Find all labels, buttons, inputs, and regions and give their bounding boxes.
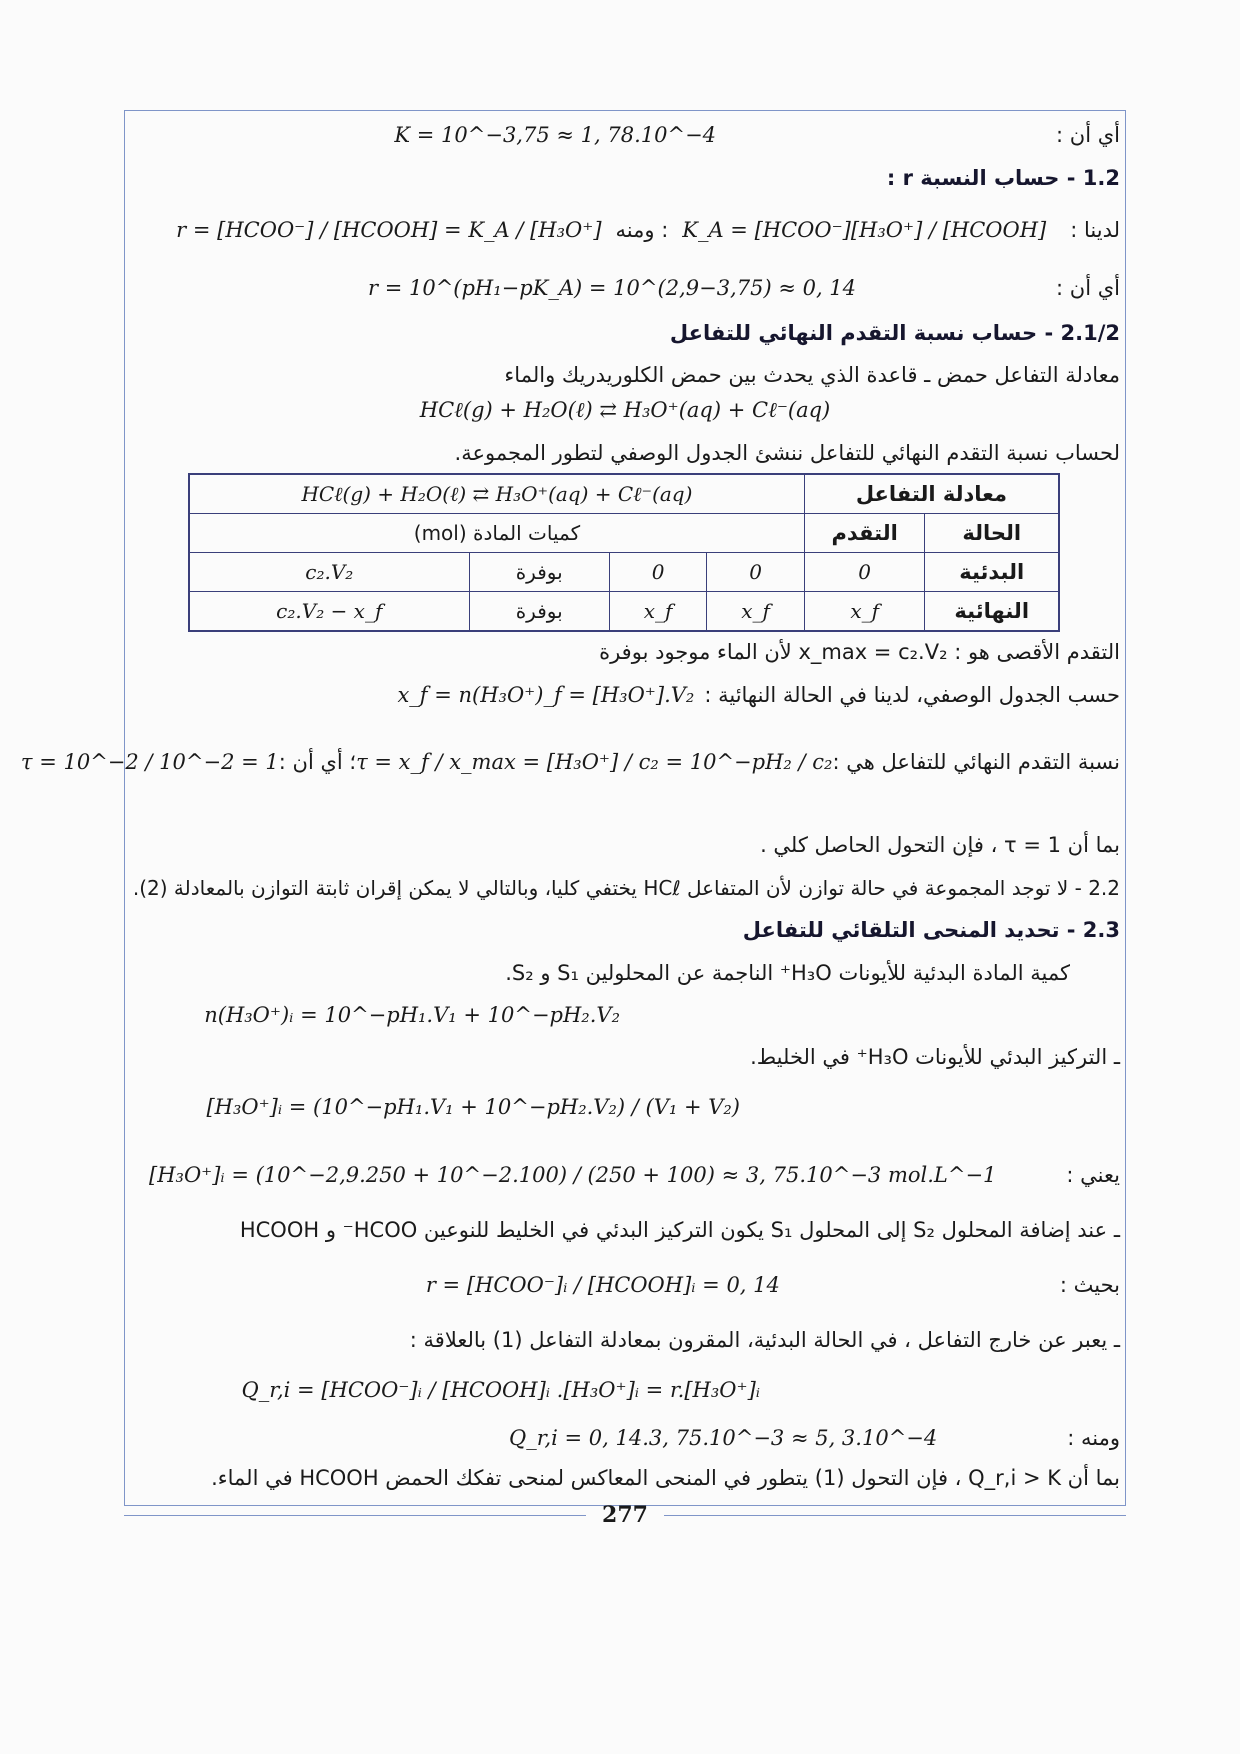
math-ratio-mixture: r = [HCOO⁻]ᵢ / [HCOOH]ᵢ = 0, 14	[425, 1273, 780, 1297]
line-section-2-2	[130, 868, 1120, 908]
line-reaction-equation	[130, 390, 1120, 430]
line-mixing	[130, 1210, 1120, 1250]
line-total-transformation	[130, 825, 1120, 865]
line-n-h3o	[130, 995, 1120, 1035]
text: ـ التركيز البدئي للأيونات H₃O⁺ في الخليط.	[750, 1045, 1120, 1069]
text: كمية المادة البدئية للأيونات H₃O⁺ الناجمة عن المحلولين S₁ و S₂.	[505, 961, 1070, 985]
section-2-1-heading	[130, 313, 1120, 353]
math-conc-value: [H₃O⁺]ᵢ = (10^−2,9.250 + 10^−2.100) / (250 + 100) ≈ 3, 75.10^−3 mol.L^−1	[149, 1163, 997, 1187]
footer-rule-right	[664, 1515, 1126, 1516]
section-2-3-heading	[130, 910, 1120, 950]
cell-h2o: بوفرة	[469, 592, 609, 632]
cell-advance: 0	[804, 553, 925, 592]
table-row	[189, 553, 1059, 592]
label: لدينا :	[1070, 218, 1120, 242]
line-final-advance	[130, 675, 1120, 715]
math-r: r = [HCOO⁻] / [HCOOH] = K_A / [H₃O⁺]	[176, 218, 602, 242]
text: معادلة التفاعل حمض ـ قاعدة الذي يحدث بين حمض الكلوريدريك والماء	[504, 363, 1120, 387]
label: يعني :	[1066, 1163, 1120, 1187]
line-ratio-mixture	[130, 1260, 1120, 1310]
math-ka: K_A = [HCOO⁻][H₃O⁺] / [HCOOH]	[682, 218, 1047, 242]
label: أي أن :	[1056, 276, 1120, 300]
line-table-intro	[130, 433, 1120, 473]
cell-cl: x_f	[707, 592, 805, 632]
math-n-h3o: n(H₃O⁺)ᵢ = 10^−pH₁.V₁ + 10^−pH₂.V₂	[204, 1003, 620, 1027]
line-conc-formula	[130, 1082, 1120, 1132]
label: أي أن :	[1056, 123, 1120, 147]
cell-h3o: x_f	[609, 592, 707, 632]
text: 2.2 - لا توجد المجموعة في حالة توازن لأن المتفاعل HCℓ يختفي كليا، وبالتالي لا يمكن إقران ثابتة التوازن بالمعادلة (2).	[132, 876, 1120, 900]
label: بحيث :	[1059, 1273, 1120, 1297]
cell-advance: x_f	[804, 592, 925, 632]
math-r-value: r = 10^(pH₁−pK_A) = 10^(2,9−3,75) ≈ 0, 14	[367, 276, 857, 300]
line-k-value	[130, 115, 1120, 155]
cell-hcl: c₂.V₂ − x_f	[189, 592, 469, 632]
line-initial-concentration	[130, 1037, 1120, 1077]
equation-header: معادلة التفاعل	[804, 474, 1059, 514]
cell-h3o: 0	[609, 553, 707, 592]
line-reaction-quotient-intro	[130, 1320, 1120, 1360]
math-tau-value: τ = 10^−2 / 10^−2 = 1	[20, 750, 279, 774]
line-conclusion	[130, 1458, 1120, 1498]
label: ومنه :	[1067, 1426, 1120, 1450]
math-conc-formula: [H₃O⁺]ᵢ = (10^−pH₁.V₁ + 10^−pH₂.V₂) / (V₁ + V₂)	[206, 1095, 740, 1119]
line-ratio-definition	[130, 205, 1120, 255]
cell-state: البدئية	[925, 553, 1059, 592]
section-1-2-heading	[130, 158, 1120, 198]
table-row	[189, 592, 1059, 632]
cell-cl: 0	[707, 553, 805, 592]
line-reaction-intro	[130, 355, 1120, 395]
text: حسب الجدول الوصفي، لدينا في الحالة النهائية :	[704, 683, 1120, 707]
cell-state: النهائية	[925, 592, 1059, 632]
heading: 1.2 - حساب النسبة r :	[886, 166, 1120, 190]
progress-table	[188, 473, 1060, 632]
line-qri-value	[130, 1418, 1120, 1458]
advance-header: التقدم	[804, 514, 925, 553]
connector: ؛ أي أن :	[278, 750, 357, 774]
cell-h2o: بوفرة	[469, 553, 609, 592]
state-header: الحالة	[925, 514, 1059, 553]
line-initial-amount	[130, 953, 1120, 993]
line-tau	[20, 738, 1120, 786]
quantities-header: كميات المادة (mol)	[189, 514, 804, 553]
text: ـ عند إضافة المحلول S₂ إلى المحلول S₁ يكون التركيز البدئي في الخليط للنوعين HCOO⁻ و HCOOH	[239, 1218, 1120, 1242]
math-qri-value: Q_r,i = 0, 14.3, 75.10^−3 ≈ 5, 3.10^−4	[509, 1426, 938, 1450]
connector: : ومنه	[615, 218, 669, 242]
cell-hcl: c₂.V₂	[189, 553, 469, 592]
math-xf: x_f = n(H₃O⁺)_f = [H₃O⁺].V₂	[397, 683, 695, 707]
heading: 2.3 - تحديد المنحى التلقائي للتفاعل	[742, 918, 1120, 942]
page-number: 277	[602, 1502, 648, 1528]
equation-cell: HCℓ(g) + H₂O(ℓ) ⇄ H₃O⁺(aq) + Cℓ⁻(aq)	[189, 474, 804, 514]
text: ـ يعبر عن خارج التفاعل ، في الحالة البدئية، المقرون بمعادلة التفاعل (1) بالعلاقة :	[409, 1328, 1120, 1352]
text: بما أن τ = 1 ، فإن التحول الحاصل كلي .	[760, 833, 1120, 857]
text: التقدم الأقصى هو : x_max = c₂.V₂ لأن الماء موجود بوفرة	[599, 640, 1120, 664]
label: نسبة التقدم النهائي للتفاعل هي :	[832, 750, 1120, 774]
math-qri-formula: Q_r,i = [HCOO⁻]ᵢ / [HCOOH]ᵢ .[H₃O⁺]ᵢ = r.[H₃O⁺]ᵢ	[241, 1378, 760, 1402]
heading: 2.1/2 - حساب نسبة التقدم النهائي للتفاعل	[669, 321, 1120, 345]
line-max-advance	[130, 632, 1120, 672]
line-r-value	[130, 268, 1120, 308]
text: لحساب نسبة التقدم النهائي للتفاعل ننشئ الجدول الوصفي لتطور المجموعة.	[454, 441, 1120, 465]
footer-rule-left	[124, 1515, 586, 1516]
text: بما أن Q_r,i > K ، فإن التحول (1) يتطور في المنحى المعاكس لمنحى تفكك الحمض HCOOH في الماء.	[211, 1466, 1120, 1490]
page-footer	[124, 1500, 1126, 1530]
math-k: K = 10^−3,75 ≈ 1, 78.10^−4	[394, 123, 717, 147]
math-equation: HCℓ(g) + H₂O(ℓ) ⇄ H₃O⁺(aq) + Cℓ⁻(aq)	[419, 397, 831, 422]
line-conc-value	[130, 1150, 1120, 1200]
math-tau: τ = x_f / x_max = [H₃O⁺] / c₂ = 10^−pH₂ / c₂	[356, 750, 833, 774]
line-qri-formula	[130, 1365, 1120, 1415]
